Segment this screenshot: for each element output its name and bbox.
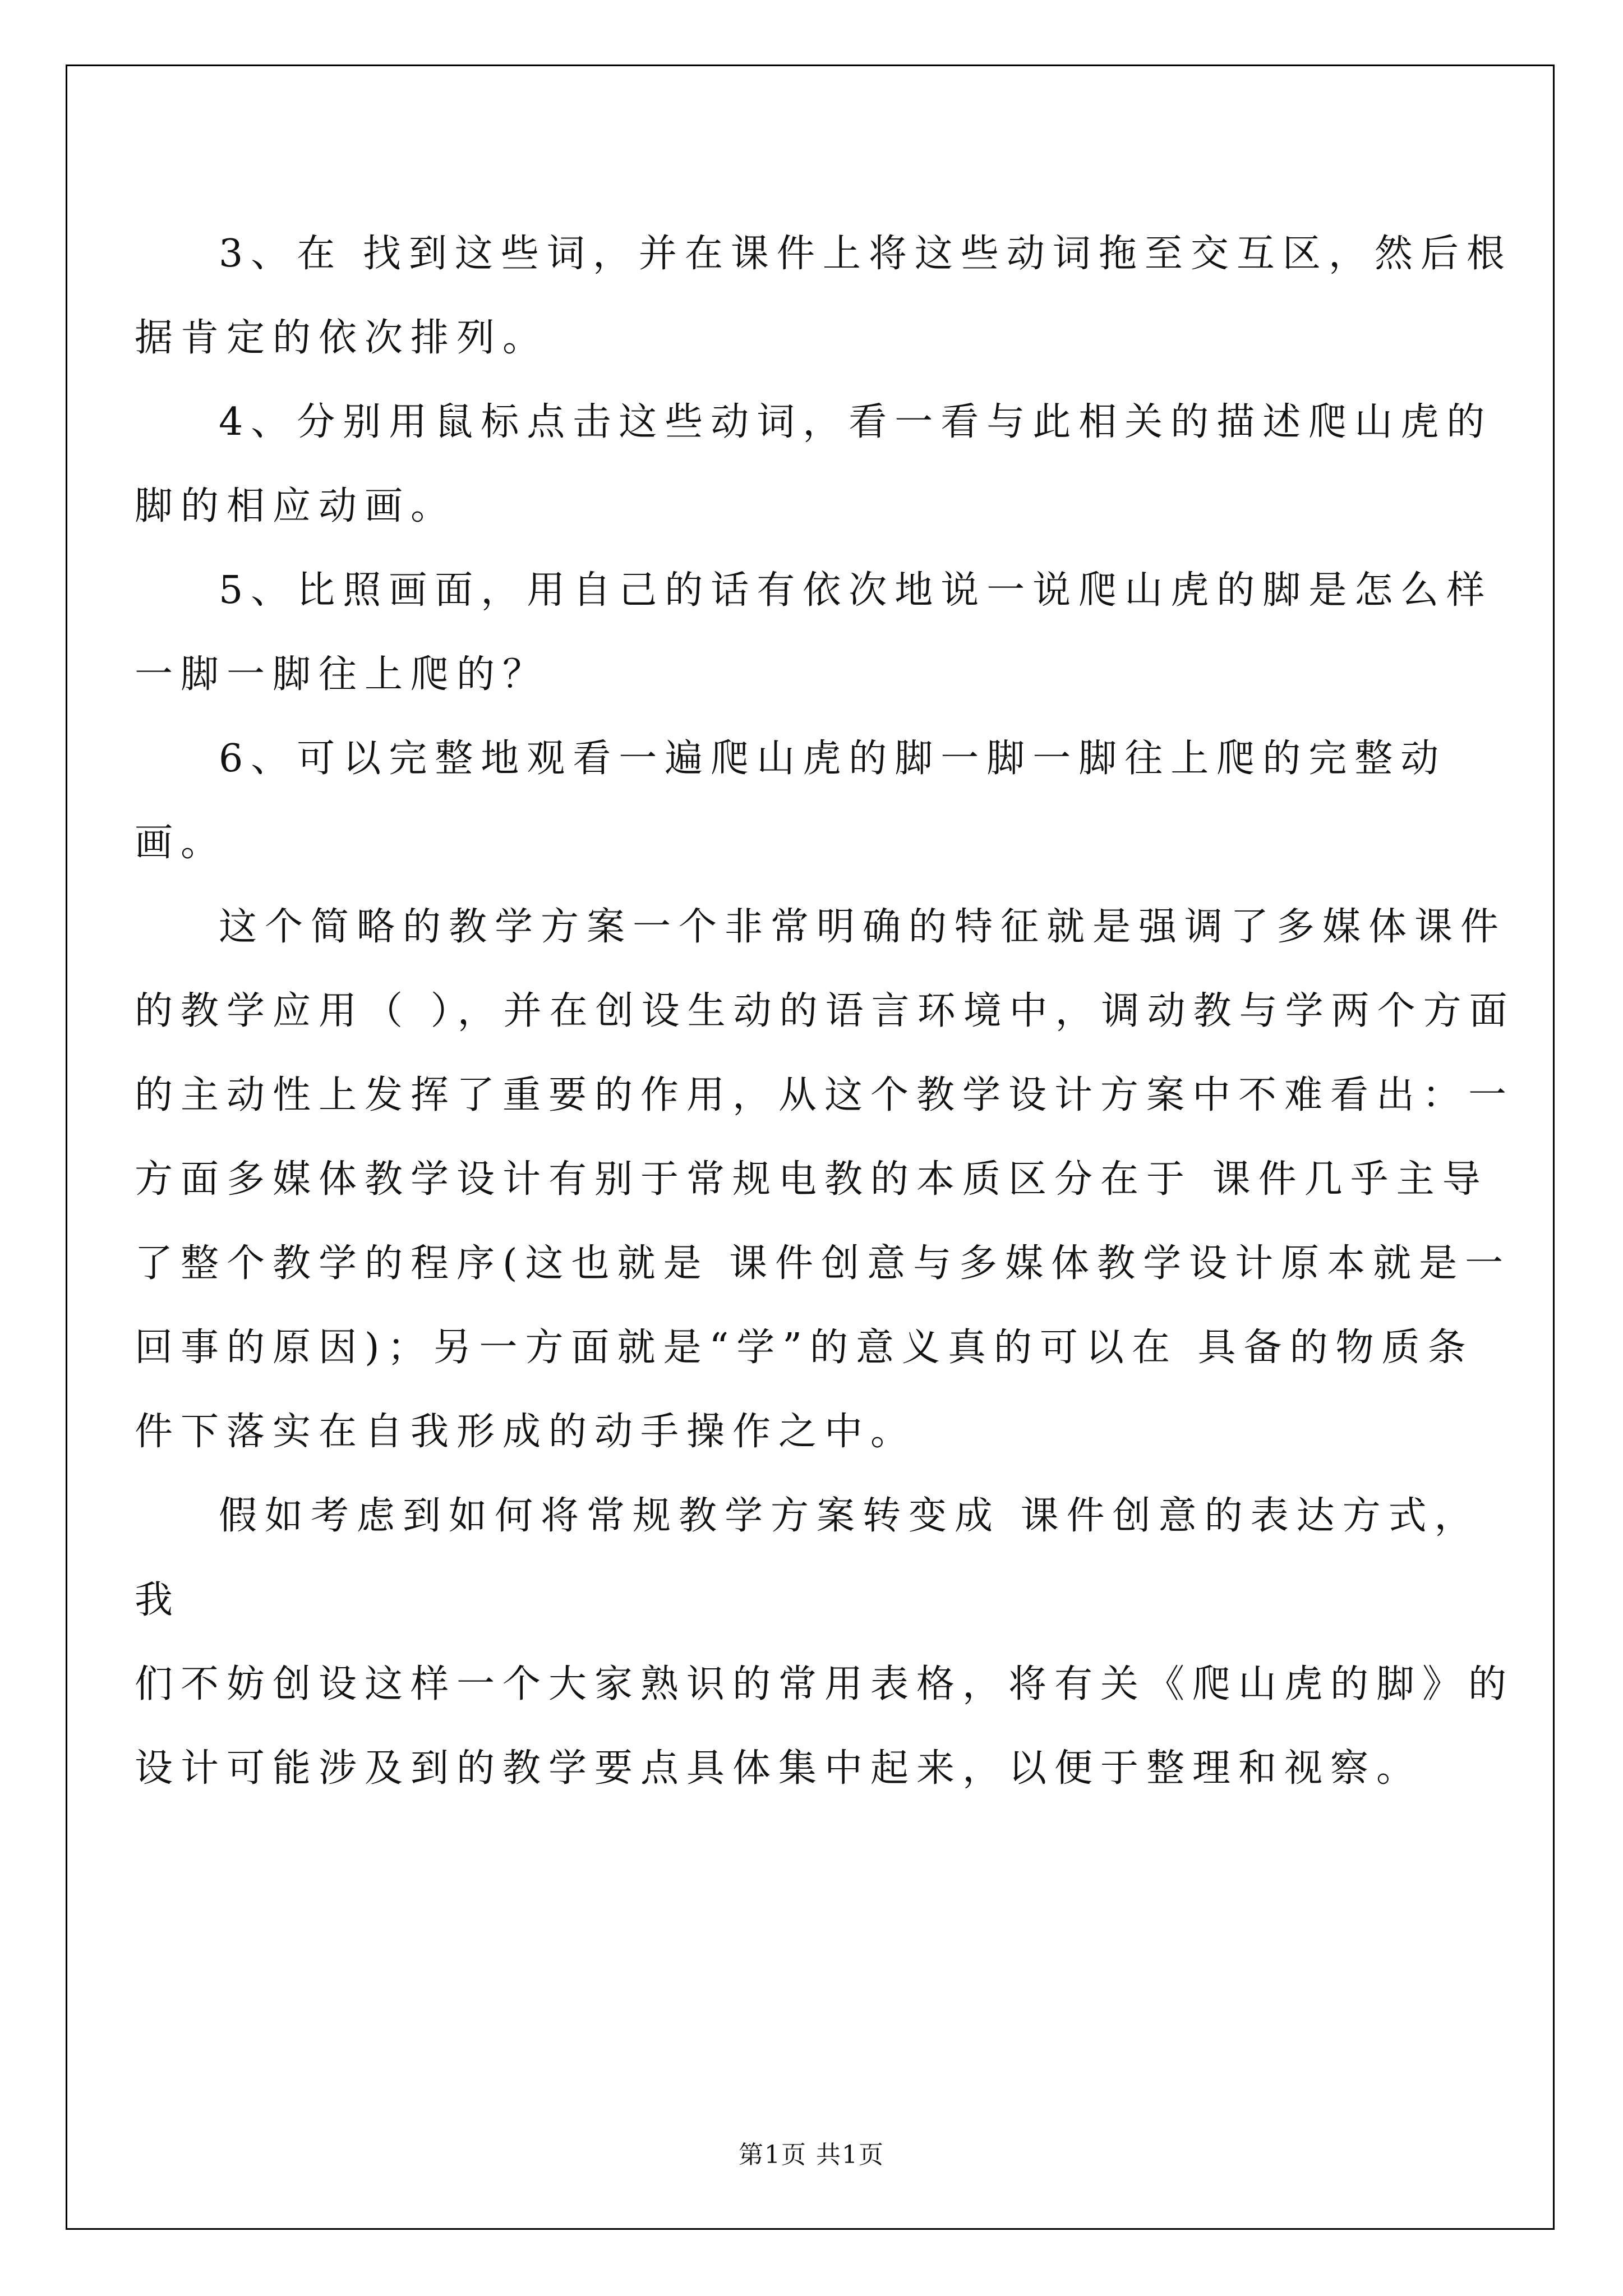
text-line: 们不妨创设这样一个大家熟识的常用表格，将有关《爬山虎的脚》的: [135, 1662, 1515, 1706]
text-line: 5、比照画面，用自己的话有依次地说一说爬山虎的脚是怎么样: [219, 568, 1493, 613]
text-line: 6、可以完整地观看一遍爬山虎的脚一脚一脚往上爬的完整动画。: [135, 737, 1447, 865]
text-line: 脚的相应动画。: [135, 484, 457, 528]
text-line: 据肯定的依次排列。: [135, 316, 549, 360]
text-line: 这个简略的教学方案一个非常明确的特征就是强调了多媒体课件: [219, 905, 1507, 949]
text-line: 一脚一脚往上爬的？: [135, 652, 549, 697]
text-line: 的主动性上发挥了重要的作用，从这个教学设计方案中不难看出：一: [135, 1073, 1515, 1117]
text-line: 3、在 找到这些词，并在课件上将这些动词拖至交互区，然后根: [219, 232, 1513, 276]
text-line: 件下落实在自我形成的动手操作之中。: [135, 1410, 917, 1454]
document-body: [135, 212, 1525, 1811]
text-line: 4、分别用鼠标点击这些动词，看一看与此相关的描述爬山虎的: [219, 400, 1493, 444]
text-line: 回事的原因)；另一方面就是“学”的意义真的可以在 具备的物质条: [135, 1326, 1474, 1370]
text-line: 方面多媒体教学设计有别于常规电教的本质区分在于 课件几乎主导: [135, 1157, 1488, 1202]
text-line: 的教学应用（ ），并在创设生动的语言环境中，调动教与学两个方面: [135, 989, 1515, 1033]
text-line: 设计可能涉及到的教学要点具体集中起来，以便于整理和视察。: [135, 1746, 1423, 1791]
page-footer: 第1页 共1页: [739, 2141, 884, 2169]
text-line: 假如考虑到如何将常规教学方案转变成 课件创意的表达方式，我: [135, 1494, 1481, 1622]
text-line: 了整个教学的程序(这也就是 课件创意与多媒体教学设计原本就是一: [135, 1241, 1511, 1286]
